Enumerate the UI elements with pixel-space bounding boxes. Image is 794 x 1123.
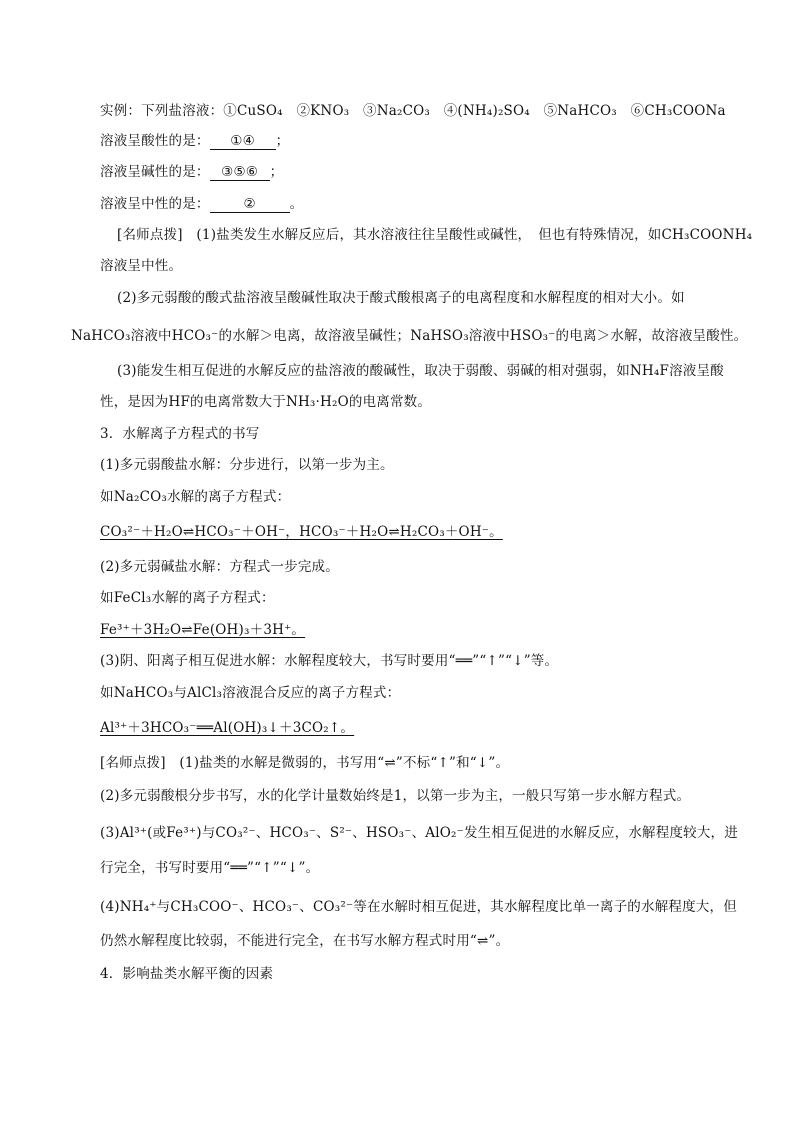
section3-item1-example: 如Na₂CO₃水解的离子方程式：	[100, 489, 291, 505]
acidic-end: ；	[275, 133, 290, 149]
section3-item1: (1)多元弱酸盐水解：分步进行，以第一步为主。	[100, 457, 394, 473]
tip1-p3-line2: 性，是因为HF的电离常数大于NH₃·H₂O的电离常数。	[100, 394, 432, 410]
section3-item3: (3)阴、阳离子相互促进水解：水解程度较大，书写时要用“══”“↑”“↓”等。	[100, 653, 559, 669]
tip2-p4-line1: (4)NH₄⁺与CH₃COO⁻、HCO₃⁻、CO₃²⁻等在水解时相互促进，其水解程度比单一离子的水解程度大，但	[100, 899, 737, 915]
acidic-answer: ①④	[210, 133, 276, 150]
basic-end: ；	[269, 164, 284, 180]
acidic-label: 溶液呈酸性的是：	[100, 133, 210, 149]
section3-item2: (2)多元弱碱盐水解：方程式一步完成。	[100, 559, 339, 575]
section3-item3-example: 如NaHCO₃与AlCl₃溶液混合反应的离子方程式：	[100, 685, 401, 701]
tip1-p1-line2: 溶液呈中性。	[100, 258, 183, 274]
tip2-p3-line2: 行完全，书写时要用“══”“↑”“↓”。	[100, 860, 320, 876]
section3-heading: 3．水解离子方程式的书写	[100, 426, 260, 442]
acidic-line	[100, 131, 289, 151]
basic-answer: ③⑤⑥	[210, 164, 270, 181]
neutral-line	[100, 194, 303, 214]
tip1-p2-line2: NaHCO₃溶液中HCO₃⁻的水解＞电离，故溶液呈碱性；NaHSO₃溶液中HSO₃⁻的电离＞水解，故溶液呈酸性。	[71, 328, 748, 344]
section3-item2-example: 如FeCl₃水解的离子方程式：	[100, 590, 275, 606]
neutral-answer: ②	[210, 196, 290, 213]
neutral-label: 溶液呈中性的是：	[100, 196, 210, 212]
basic-line	[100, 162, 283, 182]
tip2-p1: [名师点拨] (1)盐类的水解是微弱的，书写用“⇌”不标“↑”和“↓”。	[100, 755, 510, 771]
example-intro: 实例：下列盐溶液：①CuSO₄ ②KNO₃ ③Na₂CO₃ ④(NH₄)₂SO₄ ⑤NaHCO₃ ⑥CH₃COONa	[100, 103, 726, 119]
neutral-end: 。	[289, 196, 304, 212]
section3-item1-equation: CO₃²⁻＋H₂O⇌HCO₃⁻＋OH⁻，HCO₃⁻＋H₂O⇌H₂CO₃＋OH⁻。	[100, 524, 503, 540]
tip2-p4-line2: 仍然水解程度比较弱，不能进行完全，在书写水解方程式时用“⇌”。	[100, 933, 510, 949]
tip1-p1-line1: [名师点拨] (1)盐类发生水解反应后，其水溶液往往呈酸性或碱性， 但也有特殊情况，如CH₃COONH₄	[117, 227, 753, 243]
tip2-p2: (2)多元弱酸根分步书写，水的化学计量数始终是1，以第一步为主，一般只写第一步水解方程式。	[100, 788, 691, 804]
section4-heading: 4．影响盐类水解平衡的因素	[100, 966, 274, 982]
tip1-p2-line1: (2)多元弱酸的酸式盐溶液呈酸碱性取决于酸式酸根离子的电离程度和水解程度的相对大小。如	[117, 290, 685, 306]
tip1-p3-line1: (3)能发生相互促进的水解反应的盐溶液的酸碱性，取决于弱酸、弱碱的相对强弱，如NH₄F溶液呈酸	[117, 363, 724, 379]
tip2-p3-line1: (3)Al³⁺(或Fe³⁺)与CO₃²⁻、HCO₃⁻、S²⁻、HSO₃⁻、AlO₂⁻发生相互促进的水解反应，水解程度较大，进	[100, 825, 738, 841]
basic-label: 溶液呈碱性的是：	[100, 164, 210, 180]
section3-item2-equation: Fe³⁺＋3H₂O⇌Fe(OH)₃＋3H⁺。	[100, 622, 306, 638]
section3-item3-equation: Al³⁺＋3HCO₃⁻══Al(OH)₃↓＋3CO₂↑。	[100, 720, 355, 736]
